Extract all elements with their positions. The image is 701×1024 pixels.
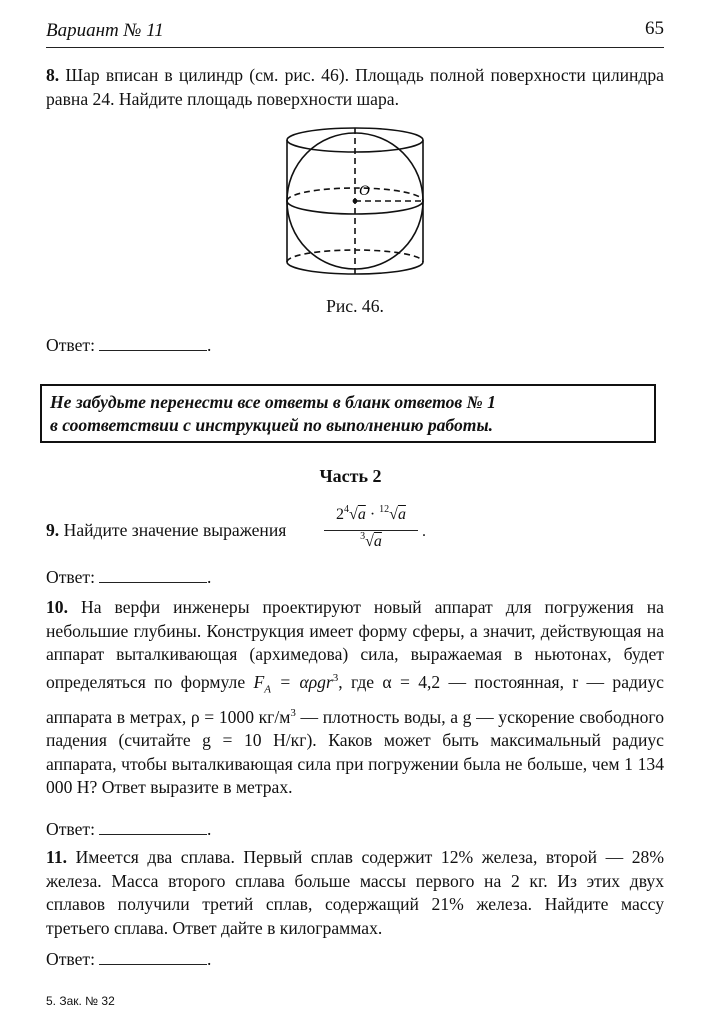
answer-line-10: Ответ: . [46, 819, 212, 839]
answer-blank-8[interactable] [99, 334, 207, 351]
problem-8-text: Шар вписан в цилиндр (см. рис. 46). Площадь полной поверхности цилиндра равна 24. Найдите площадь поверхности шара. [46, 65, 664, 109]
expression-end-dot: . [422, 523, 426, 540]
header-rule [46, 47, 664, 48]
answer-label: Ответ: [46, 567, 95, 587]
answer-label: Ответ: [46, 819, 95, 839]
answer-label: Ответ: [46, 335, 95, 355]
running-header [46, 14, 664, 48]
answer-line-8: Ответ: . [46, 335, 212, 355]
answer-blank-11[interactable] [99, 948, 207, 965]
fraction-bar [324, 530, 418, 531]
variant-label: Вариант № 11 [46, 20, 164, 41]
problem-8-number: 8. [46, 65, 60, 85]
problem-11-text: Имеется два сплава. Первый сплав содержит 12% железа, второй — 28% железа. Масса второго сплава больше массы первого на 2 кг. Из этих двух сплавов получили третий сплав, содержащий 21% железа. Найдите массу третьего сплава. Ответ дайте в килограммах. [46, 847, 664, 938]
problem-10: 10. На верфи инженеры проектируют новый аппарат для погружения на небольшие глубины. Конструкция имеет форму сферы, а значит, действующая на аппарат выталкивающая (архимедова) сила, выражаемая в ньютонах, будет определяться по формуле $F_A = \alpha\rho gr^3$, где α = 4,2 — постоянная, r — радиус аппарата в метрах, ρ = 1000 $кг/м^3$ — плотность воды, а g — ускорение свободного падения (считайте g = 10 Н/кг). Каков может быть максимальный радиус аппарата, чтобы выталкивающая сила при погружении была не больше, чем 1 134 000 Н? Ответ выразите в метрах. [46, 597, 664, 798]
problem-10-number: 10. [46, 597, 68, 617]
problem-11-number: 11. [46, 847, 68, 867]
part-2-title: Часть 2 [319, 466, 382, 486]
problem-9-text: Найдите значение выражения [63, 520, 287, 540]
expression-fraction [324, 504, 426, 558]
figure-caption: Рис. 46. [326, 296, 384, 316]
answer-blank-9[interactable] [99, 566, 207, 583]
notice-line-1: Не забудьте перенести все ответы в бланк ответов № 1 [50, 392, 496, 412]
center-point [353, 199, 358, 204]
page-footer: 5. Зак. № 32 [46, 994, 115, 1008]
answer-label: Ответ: [46, 949, 95, 969]
fraction-numerator: $2^4√a \cdot ^{12}√a$ [336, 504, 406, 523]
notice-line-2: в соответствии с инструкцией по выполнению работы. [50, 415, 494, 435]
figure-cylinder-sphere [270, 118, 440, 296]
problem-11 [46, 846, 664, 940]
problem-8 [46, 64, 664, 111]
problem-9 [46, 520, 286, 541]
fraction-denominator: $^3$√a [360, 531, 382, 550]
page-number: 65 [645, 18, 664, 39]
answer-line-11: Ответ: . [46, 949, 212, 969]
problem-9-number: 9. [46, 520, 60, 540]
answer-blank-10[interactable] [99, 818, 207, 835]
answer-line-9: Ответ: . [46, 567, 212, 587]
notice-box [40, 384, 656, 443]
center-label: O [359, 183, 370, 199]
